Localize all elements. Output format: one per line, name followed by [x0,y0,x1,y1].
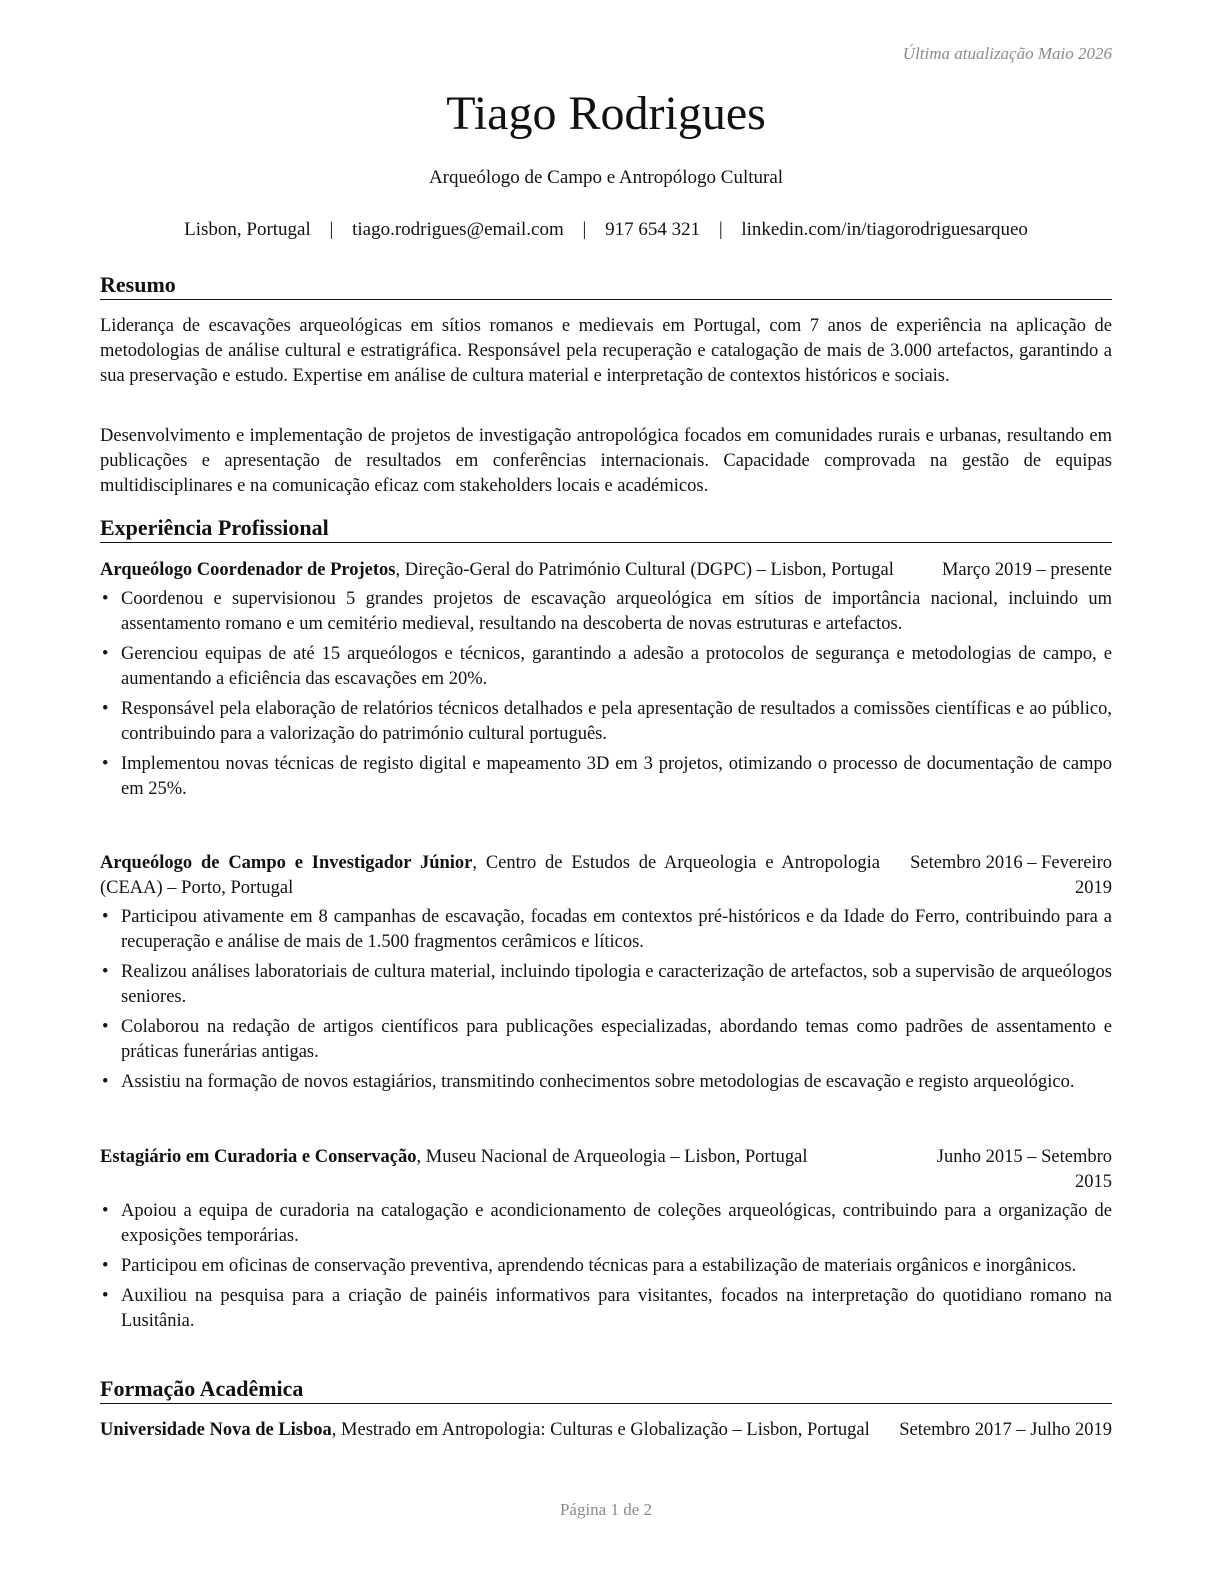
job-title: Arqueólogo de Campo e Investigador Júnior [100,853,473,873]
summary-paragraph: Desenvolvimento e implementação de projetos de investigação antropológica focados em comunidades rurais e urbanas, resultando em publicações e apresentação de resultados em conferências internacionais. Capacidade comprovada na gestão de equipas multidisciplinares e na comunicação eficaz com stakeholders locais e académicos. [100,426,1112,496]
candidate-subtitle: Arqueólogo de Campo e Antropólogo Cultural [428,167,784,188]
job-bullet: • Assistiu na formação de novos estagiários, transmitindo conhecimentos sobre metodologias de escavação e registo arqueológico. [100,1070,1112,1095]
education-header [100,1418,1112,1443]
education-entry [100,1418,1112,1443]
education-dates: Setembro 2017 – Julho 2019 [899,1420,1112,1440]
section-summary [100,272,1112,300]
job-entry [100,1145,1112,1339]
section-heading: Experiência Profissional [100,515,329,540]
education-degree: , Mestrado em Antropologia: Culturas e Globalização – Lisbon, Portugal [331,1420,870,1440]
summary-paragraph: Liderança de escavações arqueológicas em sítios romanos e medievais em Portugal, com 7 anos de experiência na aplicação de metodologias de análise cultural e estratigráfica. Responsável pela recuperação e catalogação de mais de 3.000 artefactos, garantindo a sua preservação e estudo. Expertise em análise de cultura material e interpretação de contextos históricos e sociais. [100,316,1112,386]
section-experience [100,515,1112,543]
job-title: Estagiário em Curadoria e Conservação [100,1147,417,1167]
job-bullet: • Implementou novas técnicas de registo digital e mapeamento 3D em 3 projetos, otimizando o processo de documentação de campo em 25%. [100,752,1112,802]
contact-separator: | [329,219,334,240]
job-title-line [100,558,900,583]
section-education [100,1376,1112,1404]
page-number: Página 1 de 2 [559,1500,653,1519]
job-bullet: • Auxiliou na pesquisa para a criação de painéis informativos para visitantes, focados na interpretação do quotidiano romano na Lusitânia. [100,1284,1112,1334]
job-bullets [100,905,1112,1095]
job-organization: , Museu Nacional de Arqueologia – Lisbon, Portugal [416,1147,808,1167]
candidate-name: Tiago Rodrigues [446,87,766,140]
education-institution: Universidade Nova de Lisboa [100,1420,332,1440]
job-header [100,558,1112,583]
job-header [100,1145,1112,1195]
resume-page [100,0,1112,1584]
contact-separator: | [718,219,723,240]
job-dates: Junho 2015 – Setembro 2015 [936,1147,1112,1192]
section-heading: Resumo [100,272,176,297]
job-entry [100,558,1112,807]
contact-email[interactable]: tiago.rodrigues@email.com [352,219,564,240]
job-dates: Março 2019 – presente [941,560,1112,580]
job-bullet: • Apoiou a equipa de curadoria na catalogação e acondicionamento de coleções arqueológicas, contribuindo para a organização de exposições temporárias. [100,1199,1112,1249]
job-bullets [100,587,1112,802]
job-title: Arqueólogo Coordenador de Projetos [100,560,396,580]
contact-line [100,219,1112,241]
job-organization: , Direção-Geral do Património Cultural (DGPC) – Lisbon, Portugal [395,560,894,580]
job-bullet: • Colaborou na redação de artigos científicos para publicações especializadas, abordando temas como padrões de assentamento e práticas funerárias antigas. [100,1015,1112,1065]
job-bullet: • Realizou análises laboratoriais de cultura material, incluindo tipologia e caracterização de artefactos, sob a supervisão de arqueólogos seniores. [100,960,1112,1010]
job-title-line [100,1145,900,1170]
job-bullet: • Participou em oficinas de conservação preventiva, aprendendo técnicas para a estabilização de materiais orgânicos e inorgânicos. [100,1254,1112,1279]
job-organization: , Centro de Estudos de Arqueologia e Antropologia (CEAA) – Porto, Portugal [100,853,880,898]
job-bullet: • Responsável pela elaboração de relatórios técnicos detalhados e pela apresentação de resultados a comissões científicas e ao público, contribuindo para a valorização do património cultural português. [100,697,1112,747]
section-heading: Formação Acadêmica [100,1376,304,1401]
contact-linkedin[interactable]: linkedin.com/in/tiagorodriguesarqueo [741,219,1028,240]
job-bullets [100,1199,1112,1334]
contact-separator: | [582,219,587,240]
job-dates: Setembro 2016 – Fevereiro 2019 [910,853,1112,898]
contact-location: Lisbon, Portugal [184,219,311,240]
contact-phone: 917 654 321 [605,219,701,240]
last-updated: Última atualização Maio 2026 [902,44,1112,63]
job-bullet: • Participou ativamente em 8 campanhas de escavação, focadas em contextos pré-históricos e da Idade do Ferro, contribuindo para a recuperação e análise de mais de 1.500 fragmentos cerâmicos e líticos. [100,905,1112,955]
education-title-line [100,1418,885,1443]
job-header [100,851,1112,901]
job-bullet: • Coordenou e supervisionou 5 grandes projetos de escavação arqueológica em sítios de importância nacional, incluindo um assentamento romano e um cemitério medieval, resultando na descoberta de novas estruturas e artefactos. [100,587,1112,637]
job-title-line [100,851,880,901]
job-bullet: • Gerenciou equipas de até 15 arqueólogos e técnicos, garantindo a adesão a protocolos de segurança e metodologias de campo, e aumentando a eficiência das escavações em 20%. [100,642,1112,692]
job-entry [100,851,1112,1100]
